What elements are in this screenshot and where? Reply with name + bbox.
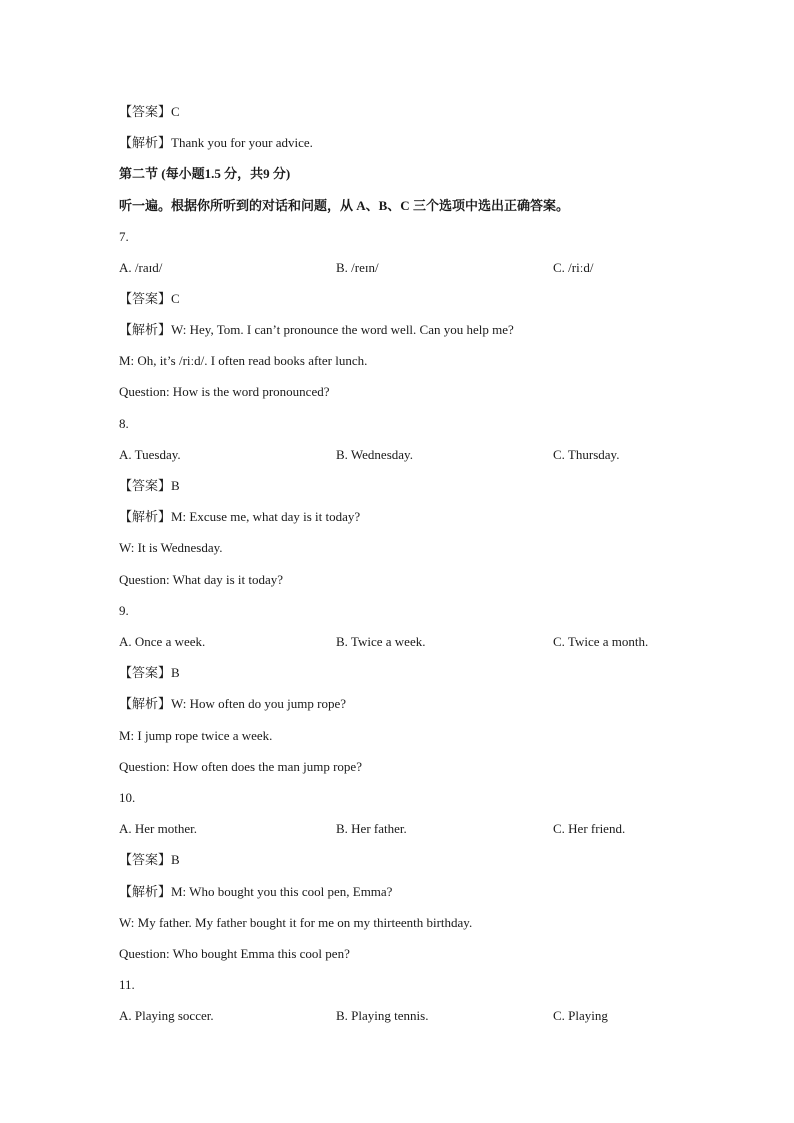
question-number: 8. [119,416,129,431]
explanation-line: 【解析】M: Excuse me, what day is it today? [119,509,361,524]
option-a: A. Her mother. [119,821,197,836]
question-number: 10. [119,790,136,805]
question-line: Question: How often does the man jump rope? [119,759,362,774]
section-heading: 第二节 (每小题1.5 分，共9 分) [119,166,291,181]
question-number: 11. [119,977,135,992]
option-c: C. Playing [553,1008,608,1023]
option-c: C. /riːd/ [553,260,594,275]
answer-line: 【答案】B [119,852,180,867]
option-a: A. /raɪd/ [119,260,163,275]
option-a: A. Once a week. [119,634,206,649]
dialogue-line: M: Oh, it’s /riːd/. I often read books after lunch. [119,353,368,368]
dialogue-line: M: I jump rope twice a week. [119,728,273,743]
question-line: Question: Who bought Emma this cool pen? [119,946,350,961]
question-line: Question: What day is it today? [119,572,284,587]
option-b: B. Twice a week. [336,634,426,649]
option-b: B. Her father. [336,821,407,836]
answer-line: 【答案】C [119,104,180,119]
answer-line: 【答案】B [119,665,180,680]
dialogue-line: W: My father. My father bought it for me on my thirteenth birthday. [119,915,473,930]
question-line: Question: How is the word pronounced? [119,384,330,399]
dialogue-line: W: It is Wednesday. [119,540,223,555]
explanation-line: 【解析】W: How often do you jump rope? [119,696,346,711]
section-instructions: 听一遍。根据你所听到的对话和问题，从 A、B、C 三个选项中选出正确答案。 [119,198,569,213]
option-b: B. Playing tennis. [336,1008,429,1023]
explanation-line: 【解析】M: Who bought you this cool pen, Emma? [119,884,393,899]
option-b: B. Wednesday. [336,447,413,462]
answer-line: 【答案】C [119,291,180,306]
answer-line: 【答案】B [119,478,180,493]
option-c: C. Thursday. [553,447,620,462]
option-c: C. Twice a month. [553,634,649,649]
option-a: A. Tuesday. [119,447,181,462]
question-number: 7. [119,229,129,244]
option-c: C. Her friend. [553,821,626,836]
option-a: A. Playing soccer. [119,1008,214,1023]
question-number: 9. [119,603,129,618]
explanation-line: 【解析】Thank you for your advice. [119,135,313,150]
explanation-line: 【解析】W: Hey, Tom. I can’t pronounce the word well. Can you help me? [119,322,514,337]
option-b: B. /reɪn/ [336,260,379,275]
